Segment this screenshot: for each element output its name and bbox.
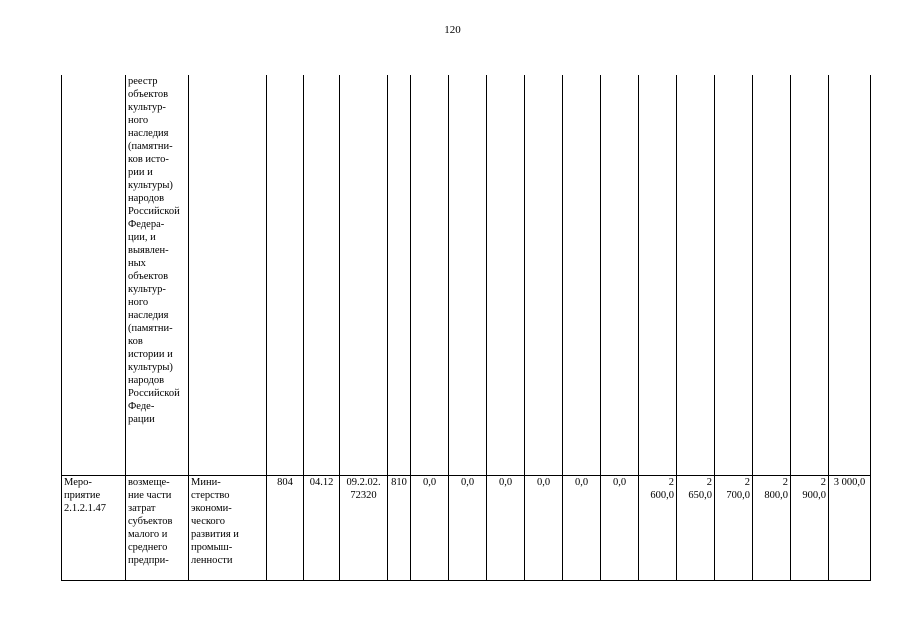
cell-rzpr: 04.12 xyxy=(304,476,340,581)
cell-value: 2 700,0 xyxy=(715,476,753,581)
cell-value xyxy=(563,75,601,476)
cell-value: 2 800,0 xyxy=(753,476,791,581)
cell-value xyxy=(677,75,715,476)
cell-grbs xyxy=(267,75,304,476)
cell-value: 0,0 xyxy=(411,476,449,581)
cell-value: 2 650,0 xyxy=(677,476,715,581)
cell-value xyxy=(829,75,871,476)
cell-value: 0,0 xyxy=(601,476,639,581)
cell-value xyxy=(487,75,525,476)
cell-vr xyxy=(388,75,411,476)
cell-measure-description: возмеще- ние части затрат субъектов малого и среднего предпри- xyxy=(126,476,189,581)
cell-rzpr xyxy=(304,75,340,476)
cell-code xyxy=(62,75,126,476)
cell-value: 0,0 xyxy=(563,476,601,581)
cell-csr xyxy=(340,75,388,476)
cell-vr: 810 xyxy=(388,476,411,581)
cell-value: 0,0 xyxy=(449,476,487,581)
cell-value: 2 900,0 xyxy=(791,476,829,581)
cell-value xyxy=(601,75,639,476)
cell-value: 0,0 xyxy=(525,476,563,581)
cell-value xyxy=(449,75,487,476)
cell-description: реестр объектов культур- ного наследия (памятни- ков исто- рии и культуры) народов Российской Федера- ции, и выявлен- ных объектов культур- ного наследия (памятни- ков истории и культуры) народов Российской Феде- рации xyxy=(126,75,189,476)
budget-table xyxy=(61,75,871,581)
cell-value xyxy=(753,75,791,476)
page-number: 120 xyxy=(444,24,461,36)
cell-measure-executor: Мини- стерство экономи- ческого развития и промыш- ленности xyxy=(189,476,267,581)
cell-value xyxy=(639,75,677,476)
cell-value: 0,0 xyxy=(487,476,525,581)
cell-measure-code: Меро- приятие 2.1.2.1.47 xyxy=(62,476,126,581)
table-row-continued xyxy=(62,75,871,476)
cell-executor xyxy=(189,75,267,476)
cell-grbs: 804 xyxy=(267,476,304,581)
cell-value: 3 000,0 xyxy=(829,476,871,581)
cell-csr: 09.2.02. 72320 xyxy=(340,476,388,581)
cell-value xyxy=(715,75,753,476)
cell-value xyxy=(525,75,563,476)
table-row-measure xyxy=(62,476,871,581)
cell-value: 2 600,0 xyxy=(639,476,677,581)
cell-value xyxy=(791,75,829,476)
cell-value xyxy=(411,75,449,476)
